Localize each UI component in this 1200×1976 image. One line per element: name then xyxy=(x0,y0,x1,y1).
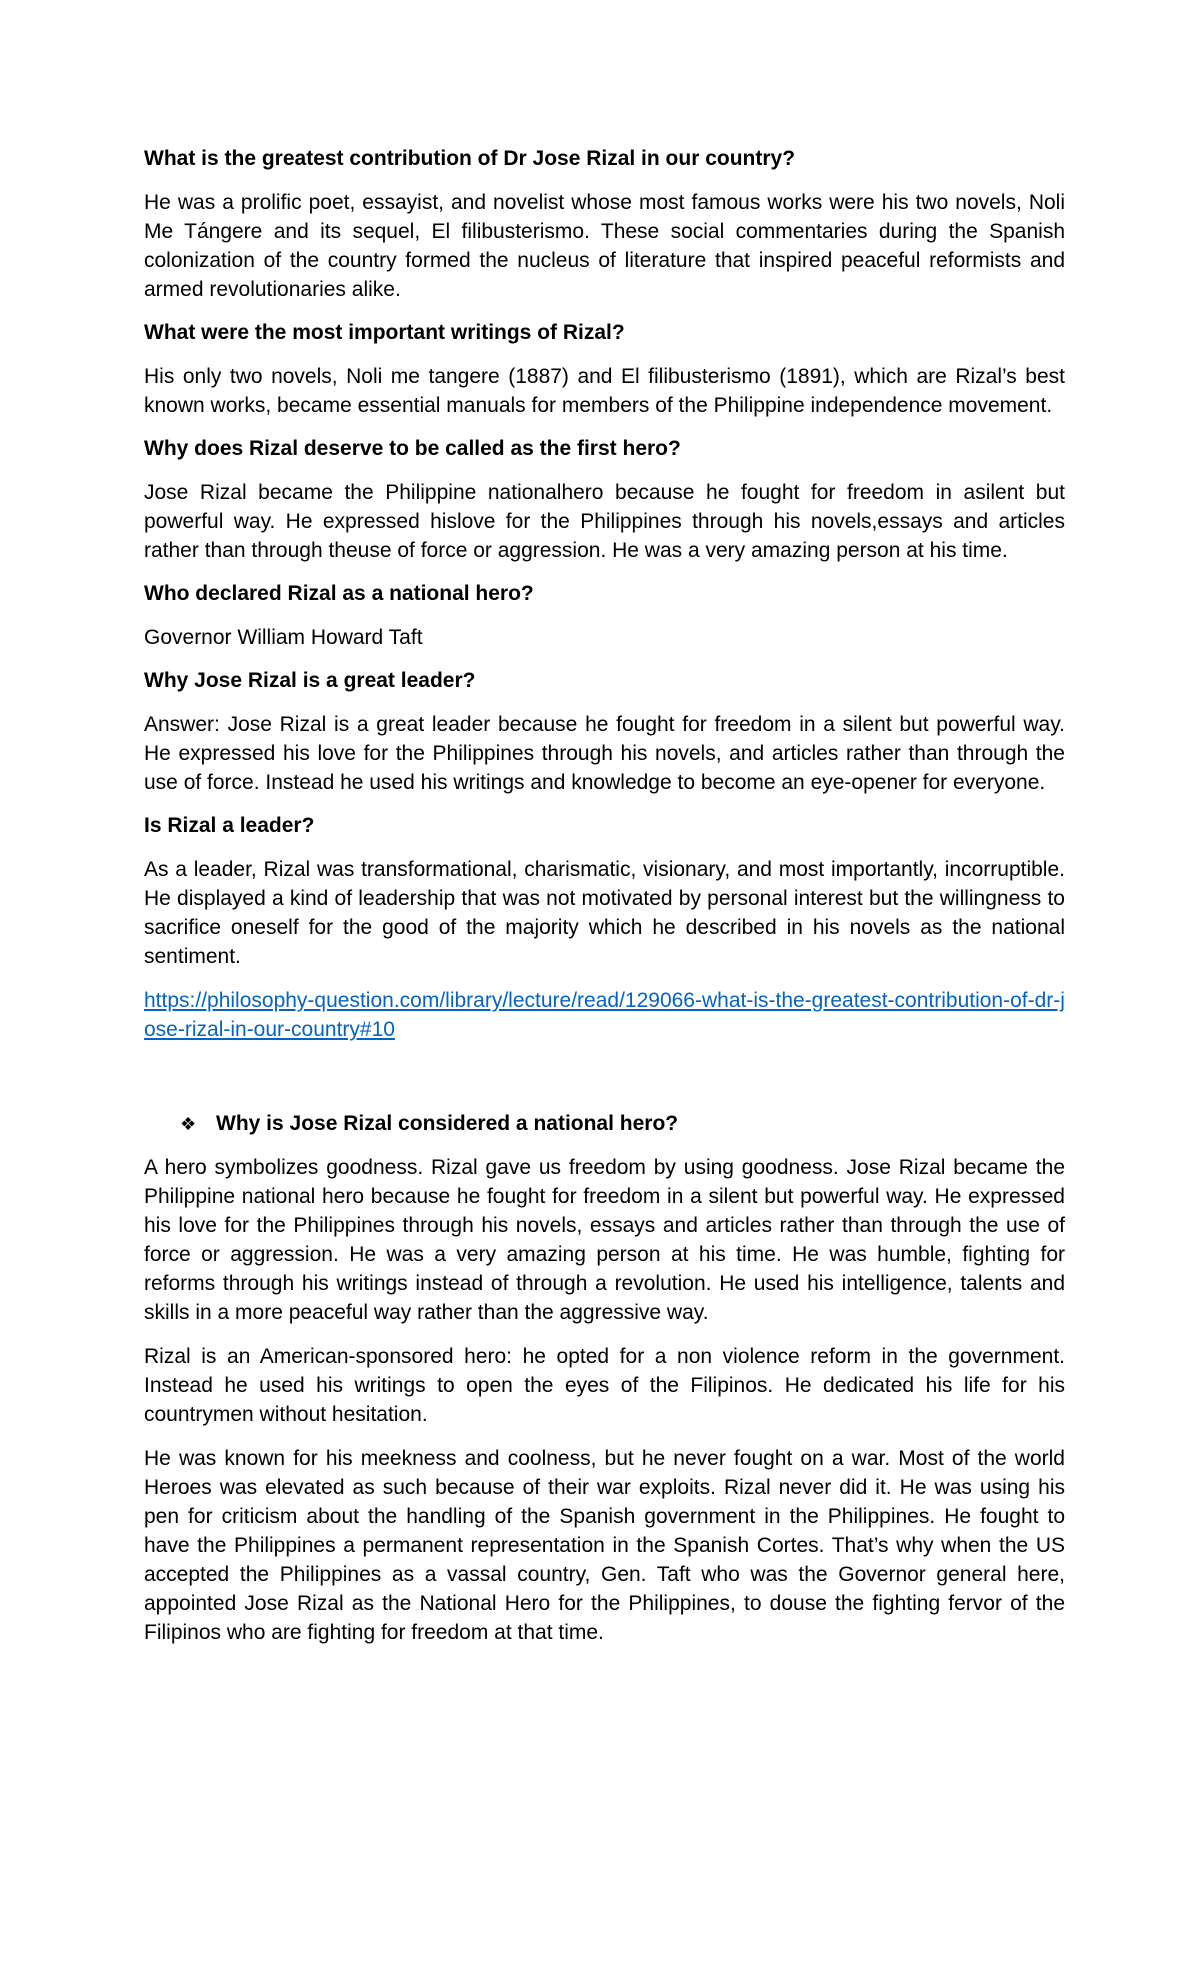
spacer xyxy=(144,1044,1065,1110)
section-question: Who declared Rizal as a national hero? xyxy=(144,582,534,605)
diamond-bullet-icon: ❖ xyxy=(180,1114,197,1134)
section-answer: Answer: Jose Rizal is a great leader because he fought for freedom in a silent but powerful way. He expressed his love for the Philippines through his novels, and articles rather than through the use of force. Instead he used his writings and knowledge to become an eye-opener for everyone. xyxy=(144,713,1065,794)
document-content xyxy=(144,145,1065,1662)
bullet-section-paragraph: He was known for his meekness and coolness, but he never fought on a war. Most of the world Heroes was elevated as such because of their war exploits. Rizal never did it. He was using his pen for criticism about the handling of the Spanish government in the Philippines. He fought to have the Philippines a permanent representation in the Spanish Cortes. That’s why when the US accepted the Philippines as a vassal country, Gen. Taft who was the Governor general here, appointed Jose Rizal as the National Hero for the Philippines, to douse the fighting fervor of the Filipinos who are fighting for freedom at that time. xyxy=(144,1447,1065,1644)
bullet-section-heading: Why is Jose Rizal considered a national hero? xyxy=(216,1112,679,1135)
section-answer: His only two novels, Noli me tangere (1887) and El filibusterismo (1891), which are Rizal’s best known works, became essential manuals for members of the Philippine independence movement. xyxy=(144,365,1065,417)
section-answer: He was a prolific poet, essayist, and novelist whose most famous works were his two novels, Noli Me Tángere and its sequel, El filibusterismo. These social commentaries during the Spanish colonization of the country formed the nucleus of literature that inspired peaceful reformists and armed revolutionaries alike. xyxy=(144,191,1065,301)
bullet-section-paragraph: Rizal is an American-sponsored hero: he opted for a non violence reform in the government. Instead he used his writings to open the eyes of the Filipinos. He dedicated his life for his countrymen without hesitation. xyxy=(144,1345,1065,1426)
bullet-section-paragraph: A hero symbolizes goodness. Rizal gave us freedom by using goodness. Jose Rizal became the Philippine national hero because he fought for freedom in a silent but powerful way. He expressed his love for the Philippines through his novels, essays and articles rather than through the use of force or aggression. He was a very amazing person at his time. He was humble, fighting for reforms through his writings instead of through a revolution. He used his intelligence, talents and skills in a more peaceful way rather than the aggressive way. xyxy=(144,1156,1065,1324)
section-answer: Jose Rizal became the Philippine nationalhero because he fought for freedom in asilent but powerful way. He expressed hislove for the Philippines through his novels,essays and articles rather than through theuse of force or aggression. He was a very amazing person at his time. xyxy=(144,481,1065,562)
section-question: Is Rizal a leader? xyxy=(144,814,315,837)
source-link[interactable]: https://philosophy-question.com/library/lecture/read/129066-what-is-the-greatest-contribution-of-dr-jose-rizal-in-our-country#10 xyxy=(144,989,1065,1041)
section-answer: As a leader, Rizal was transformational, charismatic, visionary, and most importantly, incorruptible. He displayed a kind of leadership that was not motivated by personal interest but the willingness to sacrifice oneself for the good of the majority which he described in his novels as the national sentiment. xyxy=(144,858,1065,968)
section-question: Why does Rizal deserve to be called as the first hero? xyxy=(144,437,681,460)
section-question: What were the most important writings of Rizal? xyxy=(144,321,625,344)
section-answer: Governor William Howard Taft xyxy=(144,626,423,649)
section-question: Why Jose Rizal is a great leader? xyxy=(144,669,476,692)
bullet-heading-row xyxy=(144,1110,1065,1138)
section-question: What is the greatest contribution of Dr Jose Rizal in our country? xyxy=(144,147,796,170)
